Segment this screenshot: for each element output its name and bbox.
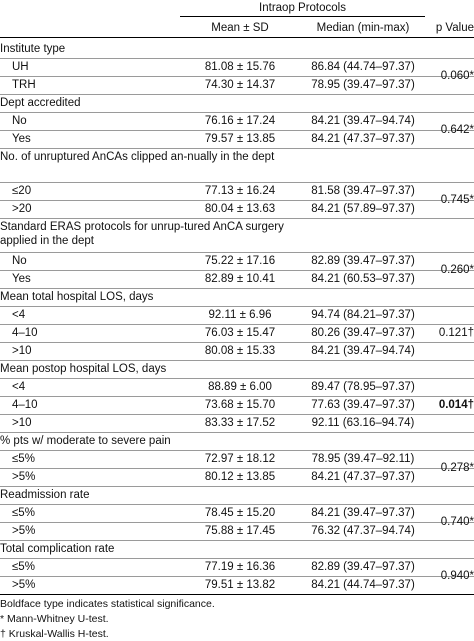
mean-sd-cell: 75.22 ± 17.16 — [204, 255, 276, 267]
group-title-rule — [0, 252, 474, 253]
median-range-cell: 82.89 (39.47–97.37) — [311, 561, 415, 573]
row-rule — [0, 200, 474, 201]
mean-sd-cell: 80.12 ± 13.85 — [204, 471, 276, 483]
mean-sd-cell: 81.08 ± 15.76 — [204, 61, 276, 73]
median-range-cell: 89.47 (78.95–97.37) — [311, 381, 415, 393]
group-title-rule — [0, 58, 474, 59]
p-value-column-header: p Value — [435, 22, 474, 34]
mean-sd-cell: 80.08 ± 15.33 — [204, 345, 276, 357]
row-label: >5% — [12, 579, 36, 591]
median-range-cell: 84.21 (44.74–97.37) — [311, 579, 415, 591]
mean-sd-cell: 77.19 ± 16.36 — [204, 561, 276, 573]
row-label: 4–10 — [12, 327, 38, 339]
row-rule — [0, 522, 474, 523]
row-label: 4–10 — [12, 399, 38, 411]
group-bottom-rule — [0, 148, 474, 149]
median-range-cell: 84.21 (47.37–97.37) — [311, 471, 415, 483]
group-title: Total complication rate — [0, 543, 115, 555]
row-label: >5% — [12, 471, 36, 483]
p-value-cell: 0.014† — [438, 399, 474, 411]
median-range-cell: 80.26 (39.47–97.37) — [311, 327, 415, 339]
footnote: Boldface type indicates statistical significance. — [0, 598, 215, 610]
median-column-header: Median (min-max) — [316, 22, 410, 34]
p-value-cell: 0.740* — [440, 516, 474, 528]
group-title: Readmission rate — [0, 489, 90, 501]
group-title: Mean postop hospital LOS, days — [0, 363, 167, 375]
row-label: TRH — [12, 79, 36, 91]
mean-sd-cell: 78.45 ± 15.20 — [204, 507, 276, 519]
median-range-cell: 78.95 (39.47–97.37) — [311, 79, 415, 91]
group-bottom-rule — [0, 594, 474, 595]
row-label: <4 — [12, 309, 26, 321]
group-title-rule — [0, 378, 474, 379]
p-value-cell: 0.060* — [440, 70, 474, 82]
median-range-cell: 84.21 (47.37–97.37) — [311, 133, 415, 145]
row-label: ≤20 — [12, 185, 32, 197]
median-range-cell: 92.11 (63.16–94.74) — [311, 417, 415, 429]
row-label: No — [12, 255, 27, 267]
row-label: UH — [12, 61, 29, 73]
mean-sd-cell: 79.51 ± 13.82 — [204, 579, 276, 591]
row-label: >10 — [12, 345, 32, 357]
mean-sd-cell: 76.03 ± 15.47 — [204, 327, 276, 339]
mean-column-header: Mean ± SD — [211, 22, 269, 34]
group-title-rule — [0, 558, 474, 559]
mean-sd-cell: 75.88 ± 17.45 — [204, 525, 276, 537]
group-bottom-rule — [0, 486, 474, 487]
median-range-cell: 84.21 (57.89–97.37) — [311, 203, 415, 215]
mean-sd-cell: 76.16 ± 17.24 — [204, 115, 276, 127]
median-range-cell: 86.84 (44.74–97.37) — [311, 61, 415, 73]
row-label: ≤5% — [12, 453, 35, 465]
row-label: >5% — [12, 525, 36, 537]
median-range-cell: 76.32 (47.37–94.74) — [311, 525, 415, 537]
row-label: ≤5% — [12, 507, 35, 519]
row-rule — [0, 468, 474, 469]
group-title: Institute type — [0, 43, 66, 55]
row-label: Yes — [12, 133, 31, 145]
median-range-cell: 78.95 (39.47–92.11) — [311, 453, 415, 465]
group-bottom-rule — [0, 540, 474, 541]
mean-sd-cell: 79.57 ± 13.85 — [204, 133, 276, 145]
group-bottom-rule — [0, 94, 474, 95]
group-title-rule — [0, 112, 474, 113]
p-value-cell: 0.745* — [440, 194, 474, 206]
p-value-cell: 0.642* — [440, 124, 474, 136]
row-rule — [0, 342, 474, 343]
p-value-cell: 0.940* — [440, 570, 474, 582]
row-label: >20 — [12, 203, 32, 215]
group-bottom-rule — [0, 432, 474, 433]
mean-sd-cell: 83.33 ± 17.52 — [204, 417, 276, 429]
row-rule — [0, 76, 474, 77]
row-rule — [0, 414, 474, 415]
group-bottom-rule — [0, 288, 474, 289]
group-title: Mean total hospital LOS, days — [0, 291, 154, 303]
group-title-rule — [0, 182, 474, 183]
row-rule — [0, 396, 474, 397]
row-label: <4 — [12, 381, 26, 393]
group-bottom-rule — [0, 218, 474, 219]
group-title-rule — [0, 306, 474, 307]
median-range-cell: 84.21 (39.47–94.74) — [311, 115, 415, 127]
mean-sd-cell: 88.89 ± 6.00 — [208, 381, 272, 393]
group-title-rule — [0, 450, 474, 451]
group-title: % pts w/ moderate to severe pain — [0, 435, 171, 447]
group-title: Dept accredited — [0, 97, 81, 109]
footnote: † Kruskal-Wallis H-test. — [0, 628, 109, 640]
group-title-rule — [0, 504, 474, 505]
mean-sd-cell: 74.30 ± 14.37 — [204, 79, 276, 91]
mean-sd-cell: 92.11 ± 6.96 — [208, 309, 272, 321]
median-range-cell: 84.21 (60.53–97.37) — [311, 273, 415, 285]
p-value-cell: 0.278* — [440, 462, 474, 474]
median-range-cell: 84.21 (39.47–94.74) — [311, 345, 415, 357]
p-value-cell: 0.121† — [438, 327, 474, 339]
mean-sd-cell: 72.97 ± 18.12 — [204, 453, 276, 465]
median-range-cell: 94.74 (84.21–97.37) — [311, 309, 415, 321]
header-bottom-rule — [0, 37, 474, 38]
row-rule — [0, 130, 474, 131]
mean-sd-cell: 77.13 ± 16.24 — [204, 185, 276, 197]
footnote: * Mann-Whitney U-test. — [0, 613, 109, 625]
row-label: ≤5% — [12, 561, 35, 573]
p-value-cell: 0.260* — [440, 264, 474, 276]
median-range-cell: 81.58 (39.47–97.37) — [311, 185, 415, 197]
row-rule — [0, 270, 474, 271]
mean-sd-cell: 82.89 ± 10.41 — [204, 273, 276, 285]
column-group-header: Intraop Protocols — [259, 2, 346, 14]
group-title: No. of unruptured AnCAs clipped an-nually in the dept — [0, 151, 275, 163]
mean-sd-cell: 80.04 ± 13.63 — [204, 203, 276, 215]
median-range-cell: 82.89 (39.47–97.37) — [311, 255, 415, 267]
median-range-cell: 84.21 (39.47–97.37) — [311, 507, 415, 519]
row-label: Yes — [12, 273, 31, 285]
median-range-cell: 77.63 (39.47–97.37) — [311, 399, 415, 411]
group-header-rule — [180, 16, 425, 17]
row-rule — [0, 324, 474, 325]
group-title: Standard ERAS protocols for unrup-tured AnCA surgery applied in the dept — [0, 221, 284, 247]
group-bottom-rule — [0, 360, 474, 361]
row-label: No — [12, 115, 27, 127]
row-label: >10 — [12, 417, 32, 429]
row-rule — [0, 576, 474, 577]
mean-sd-cell: 73.68 ± 15.70 — [204, 399, 276, 411]
